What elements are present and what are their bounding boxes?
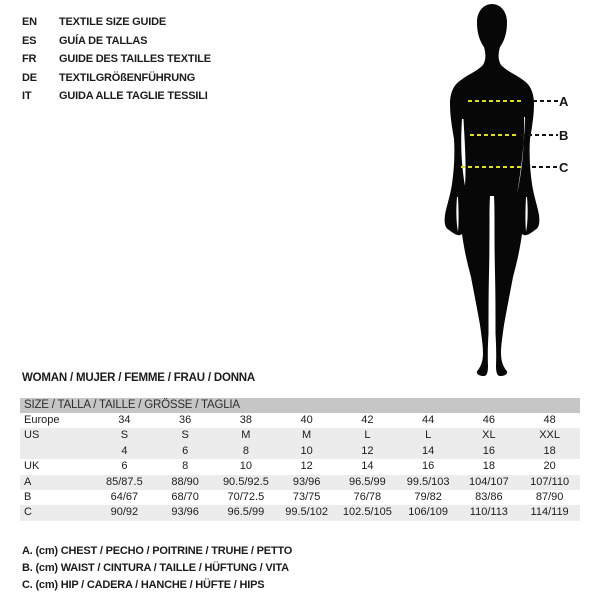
size-cell: 46 [482,414,495,426]
size-cell: 8 [242,444,249,457]
language-title: GUÍA DE TALLAS [59,34,148,47]
table-row [20,428,580,443]
size-cell: 85/87.5 [106,475,143,488]
woman-figure [440,3,600,376]
language-list [22,13,211,106]
language-row [22,13,211,32]
language-row [22,32,211,51]
marker-a-label: A [559,94,569,109]
size-table-header: SIZE / TALLA / TAILLE / GRÖSSE / TAGLIA [20,398,580,413]
size-cell: 42 [361,414,374,426]
size-cell: M [302,429,312,442]
language-code: IT [22,90,32,102]
table-row [20,444,580,459]
size-cell: 99.5/103 [406,475,450,488]
size-cell: 14 [422,444,435,457]
size-cell: 16 [482,444,495,457]
size-cell: 110/113 [469,506,508,519]
row-label: B [24,490,32,503]
size-cell: 64/67 [110,490,139,503]
row-label: C [24,506,32,519]
legend-line: B. (cm) WAIST / CINTURA / TAILLE / HÜFTUNG / VITA [22,562,289,574]
size-cell: S [120,429,129,442]
language-title: TEXTILE SIZE GUIDE [59,16,167,28]
measurement-legend [22,543,292,594]
size-cell: 93/96 [171,506,199,519]
row-label [20,444,94,459]
size-cell: 12 [300,460,313,473]
size-cell: L [425,429,432,442]
size-cell: 8 [182,460,189,473]
size-cell: 6 [182,444,189,457]
table-row [20,413,580,428]
language-code: EN [22,16,37,28]
silhouette-body [445,4,540,376]
size-cell: XXL [539,429,561,442]
size-cell: 90.5/92.5 [222,475,269,488]
row-label: Europe [24,414,60,426]
size-cell: 44 [422,414,435,426]
size-cell: 107/110 [530,475,570,488]
section-title: WOMAN / MUJER / FEMME / FRAU / DONNA [22,372,256,384]
woman-silhouette-icon [440,3,600,376]
size-cell: 40 [300,414,313,426]
table-row [20,490,580,505]
language-title: GUIDA ALLE TAGLIE TESSILI [59,90,208,102]
table-row [20,475,580,490]
language-row [22,50,211,69]
size-cell: 68/70 [171,490,199,503]
size-cell: 18 [543,444,556,457]
size-cell: 90/92 [110,506,139,519]
language-code: FR [22,53,37,65]
size-cell: 96.5/99 [349,475,386,488]
size-cell: S [181,429,189,442]
size-cell: 34 [118,414,131,426]
size-cell: 83/86 [475,490,503,503]
size-table-body [20,413,580,521]
size-cell: 88/90 [171,475,199,488]
size-cell: 10 [239,460,252,473]
size-table [20,398,580,521]
row-label: US [24,429,40,442]
size-cell: 14 [361,460,374,473]
size-cell: 16 [422,460,435,473]
size-cell: 93/96 [292,475,321,488]
size-cell: 106/109 [408,506,448,519]
size-cell: 79/82 [414,490,442,503]
size-cell: L [364,429,371,442]
size-cell: 36 [179,414,192,426]
size-cell: M [241,429,251,442]
language-code: ES [22,34,37,47]
size-cell: 96.5/99 [227,506,265,519]
size-cell: 48 [543,414,556,426]
marker-c-label: C [559,160,569,175]
size-cell: 6 [121,460,128,473]
table-row [20,505,580,520]
size-cell: 73/75 [292,490,321,503]
language-row [22,87,211,106]
size-cell: 12 [361,444,374,457]
legend-line: A. (cm) CHEST / PECHO / POITRINE / TRUHE / PETTO [22,545,293,557]
size-cell: 38 [239,414,252,426]
row-label: A [24,475,32,488]
size-cell: 18 [482,460,495,473]
row-label: UK [24,460,40,473]
size-cell: 20 [543,460,556,473]
size-cell: 87/90 [535,490,564,503]
table-row [20,459,580,474]
language-row [22,69,211,88]
size-cell: 76/78 [353,490,382,503]
size-cell: 10 [300,444,313,457]
size-cell: 4 [121,444,128,457]
size-cell: 104/107 [468,475,509,488]
language-title: TEXTILGRÖßENFÜHRUNG [59,71,196,84]
size-cell: 102.5/105 [342,506,392,519]
language-title: GUIDE DES TAILLES TEXTILE [59,53,211,65]
size-cell: 70/72.5 [227,490,265,503]
marker-b-label: B [559,128,569,143]
language-code: DE [22,71,37,84]
legend-line: C. (cm) HIP / CADERA / HANCHE / HÜFTE / HIPS [22,579,265,591]
size-cell: 99.5/102 [285,506,329,519]
size-cell: XL [482,429,496,442]
size-cell: 114/119 [530,506,569,519]
